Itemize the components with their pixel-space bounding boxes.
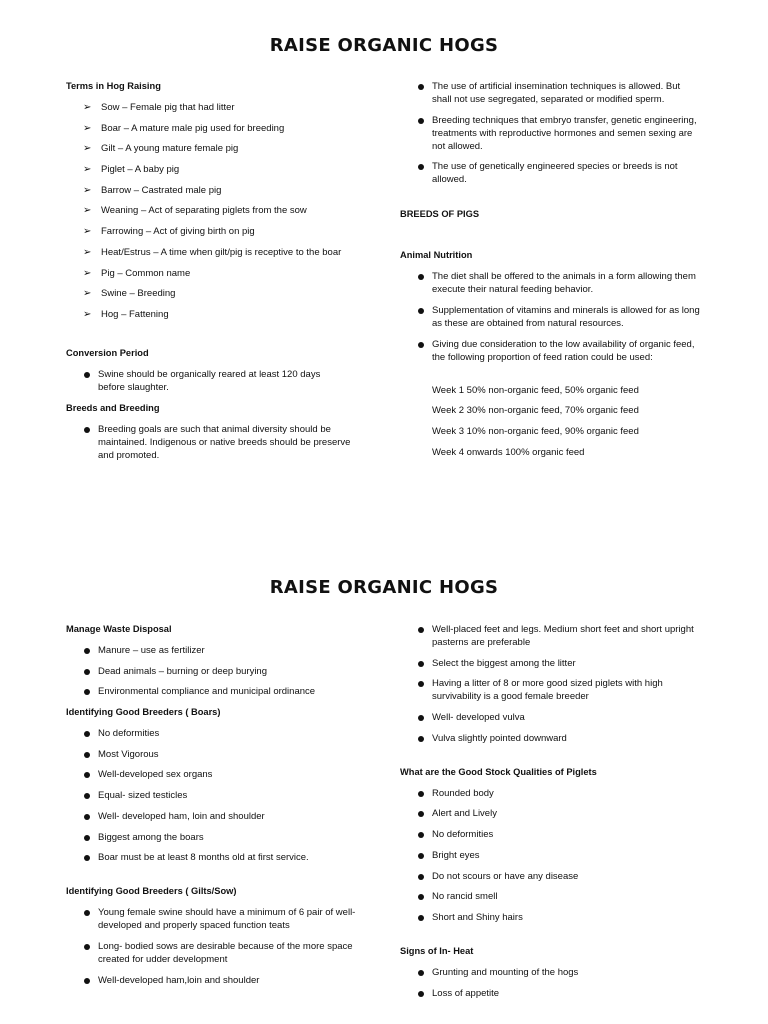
piglets-list bbox=[400, 787, 700, 924]
bullet-icon bbox=[418, 308, 424, 314]
bullet-icon bbox=[84, 772, 90, 778]
list-item: Well- developed vulva bbox=[400, 711, 700, 724]
list-item: Well-developed ham,loin and shoulder bbox=[66, 974, 366, 987]
list-item: Dead animals – burning or deep burying bbox=[66, 665, 366, 678]
list-item: Grunting and mounting of the hogs bbox=[400, 966, 700, 979]
bullet-icon bbox=[84, 752, 90, 758]
breeds-list bbox=[66, 423, 366, 462]
bullet-icon bbox=[418, 342, 424, 348]
feed-week-row: Week 4 onwards 100% organic feed bbox=[432, 446, 585, 458]
list-item: Loss of appetite bbox=[400, 987, 700, 1000]
arrow-bullet-icon: ➢ bbox=[83, 102, 92, 113]
bullet-icon bbox=[84, 793, 90, 799]
terms-heading: Terms in Hog Raising bbox=[66, 81, 161, 91]
list-item: ➢ Gilt – A young mature female pig bbox=[83, 143, 239, 155]
feed-week-row: Week 2 30% non-organic feed, 70% organic feed bbox=[432, 405, 639, 417]
arrow-bullet-icon: ➢ bbox=[83, 184, 92, 196]
list-item: ➢ Weaning – Act of separating piglets from the sow bbox=[83, 205, 307, 217]
page2-right-column bbox=[400, 623, 700, 1007]
arrow-bullet-icon: ➢ bbox=[83, 164, 92, 176]
gilts-heading: Identifying Good Breeders ( Gilts/Sow) bbox=[66, 886, 237, 897]
bullet-icon bbox=[418, 791, 424, 797]
arrow-bullet-icon: ➢ bbox=[83, 143, 92, 155]
list-item: ➢ Piglet – A baby pig bbox=[83, 164, 180, 176]
breeding-rules-list bbox=[400, 80, 700, 186]
piglets-heading: What are the Good Stock Qualities of Piglets bbox=[400, 766, 597, 777]
bullet-icon bbox=[84, 944, 90, 950]
feed-ration-table bbox=[400, 384, 700, 459]
list-item: No rancid smell bbox=[400, 890, 700, 903]
list-item: ➢ Hog – Fattening bbox=[83, 308, 169, 320]
list-item: Rounded body bbox=[400, 787, 700, 800]
list-item: ➢ Boar – A mature male pig used for breeding bbox=[83, 122, 285, 134]
boars-list bbox=[66, 727, 366, 864]
female-breeder-list bbox=[400, 623, 700, 745]
arrow-bullet-icon: ➢ bbox=[83, 308, 92, 320]
list-item: Bright eyes bbox=[400, 849, 700, 862]
bullet-icon bbox=[418, 84, 424, 90]
arrow-bullet-icon: ➢ bbox=[83, 246, 92, 258]
list-item: ➢ Farrowing – Act of giving birth on pig bbox=[83, 226, 255, 238]
bullet-icon bbox=[84, 835, 90, 841]
list-item: Biggest among the boars bbox=[66, 831, 366, 844]
bullet-icon bbox=[84, 648, 90, 654]
list-item: ➢ Sow – Female pig that had litter bbox=[83, 102, 235, 113]
page-title: RAISE ORGANIC HOGS bbox=[269, 577, 499, 598]
bullet-icon bbox=[418, 991, 424, 997]
heat-list bbox=[400, 966, 700, 1000]
breeds-heading: Breeds and Breeding bbox=[66, 402, 160, 413]
feed-week-row: Week 3 10% non-organic feed, 90% organic feed bbox=[432, 426, 639, 438]
list-item: Boar must be at least 8 months old at first service. bbox=[66, 851, 366, 864]
bullet-icon bbox=[84, 427, 90, 433]
bullet-icon bbox=[84, 372, 90, 378]
arrow-bullet-icon: ➢ bbox=[83, 288, 92, 300]
bullet-icon bbox=[84, 814, 90, 820]
bullet-icon bbox=[418, 915, 424, 921]
list-item: Supplementation of vitamins and minerals is allowed for as long as these are obtained from natural resources. bbox=[400, 304, 700, 330]
list-item: Equal- sized testicles bbox=[66, 789, 366, 802]
page2-left-column bbox=[66, 623, 366, 994]
list-item: Swine should be organically reared at least 120 days before slaughter. bbox=[66, 368, 336, 394]
list-item: Well- developed ham, loin and shoulder bbox=[66, 810, 366, 823]
breeds-of-pigs-heading: BREEDS OF PIGS bbox=[400, 209, 480, 220]
page1-left-column bbox=[66, 80, 366, 469]
bullet-icon bbox=[418, 715, 424, 721]
bullet-icon bbox=[418, 970, 424, 976]
waste-heading: Manage Waste Disposal bbox=[66, 624, 172, 634]
list-item: Long- bodied sows are desirable because of the more space created for udder development bbox=[66, 940, 366, 966]
list-item: The diet shall be offered to the animals in a form allowing them execute their natural feeding behavior. bbox=[400, 270, 700, 296]
bullet-icon bbox=[84, 978, 90, 984]
list-item: Well-developed sex organs bbox=[66, 768, 366, 781]
conversion-heading: Conversion Period bbox=[66, 347, 149, 358]
list-item: ➢ Barrow – Castrated male pig bbox=[83, 184, 222, 196]
bullet-icon bbox=[84, 910, 90, 916]
list-item: The use of genetically engineered species or breeds is not allowed. bbox=[400, 160, 700, 186]
gilts-list bbox=[66, 906, 366, 986]
bullet-icon bbox=[84, 669, 90, 675]
list-item: ➢ Heat/Estrus – A time when gilt/pig is receptive to the boar bbox=[83, 246, 342, 258]
nutrition-heading: Animal Nutrition bbox=[400, 250, 473, 261]
list-item: Select the biggest among the litter bbox=[400, 657, 700, 670]
bullet-icon bbox=[418, 661, 424, 667]
list-item: Young female swine should have a minimum of 6 pair of well-developed and properly spaced function teats bbox=[66, 906, 366, 932]
arrow-bullet-icon: ➢ bbox=[83, 267, 92, 279]
bullet-icon bbox=[84, 855, 90, 861]
list-item: Alert and Lively bbox=[400, 807, 700, 820]
heat-heading: Signs of In- Heat bbox=[400, 945, 474, 956]
list-item: Most Vigorous bbox=[66, 748, 366, 761]
list-item: Breeding techniques that embryo transfer, genetic engineering, treatments with reproductive hormones and semen sexing are not allowed. bbox=[400, 114, 700, 153]
list-item: ➢ Swine – Breeding bbox=[83, 288, 176, 300]
bullet-icon bbox=[418, 832, 424, 838]
conversion-list bbox=[66, 368, 336, 394]
bullet-icon bbox=[418, 627, 424, 633]
bullet-icon bbox=[418, 894, 424, 900]
arrow-bullet-icon: ➢ bbox=[83, 226, 92, 238]
bullet-icon bbox=[418, 681, 424, 687]
page-title: RAISE ORGANIC HOGS bbox=[269, 35, 499, 56]
bullet-icon bbox=[418, 274, 424, 280]
bullet-icon bbox=[418, 118, 424, 124]
bullet-icon bbox=[84, 689, 90, 695]
boars-heading: Identifying Good Breeders ( Boars) bbox=[66, 707, 221, 718]
list-item: Well-placed feet and legs. Medium short feet and short upright pasterns are preferable bbox=[400, 623, 700, 649]
list-item: No deformities bbox=[66, 727, 366, 740]
list-item: Having a litter of 8 or more good sized piglets with high survivability is a good female breeder bbox=[400, 677, 700, 703]
list-item: No deformities bbox=[400, 828, 700, 841]
bullet-icon bbox=[84, 731, 90, 737]
terms-list bbox=[66, 101, 366, 321]
bullet-icon bbox=[418, 736, 424, 742]
bullet-icon bbox=[418, 811, 424, 817]
list-item: Short and Shiny hairs bbox=[400, 911, 700, 924]
list-item: Do not scours or have any disease bbox=[400, 870, 700, 883]
list-item: Manure – use as fertilizer bbox=[66, 644, 366, 657]
bullet-icon bbox=[418, 874, 424, 880]
list-item: Environmental compliance and municipal ordinance bbox=[66, 685, 366, 698]
list-item: Breeding goals are such that animal diversity should be maintained. Indigenous or native breeds should be preserve and promoted. bbox=[66, 423, 366, 462]
list-item: Vulva slightly pointed downward bbox=[400, 732, 700, 745]
nutrition-list bbox=[400, 270, 700, 363]
bullet-icon bbox=[418, 853, 424, 859]
bullet-icon bbox=[418, 164, 424, 170]
list-item: ➢ Pig – Common name bbox=[83, 267, 191, 279]
feed-week-row: Week 1 50% non-organic feed, 50% organic feed bbox=[432, 384, 639, 396]
list-item: The use of artificial insemination techniques is allowed. But shall not use segregated, separated or modified sperm. bbox=[400, 80, 700, 106]
page1-right-column bbox=[400, 80, 700, 467]
waste-list bbox=[66, 644, 366, 698]
arrow-bullet-icon: ➢ bbox=[83, 122, 92, 134]
arrow-bullet-icon: ➢ bbox=[83, 205, 92, 217]
list-item: Giving due consideration to the low availability of organic feed, the following proportion of feed ration could be used: bbox=[400, 338, 700, 364]
